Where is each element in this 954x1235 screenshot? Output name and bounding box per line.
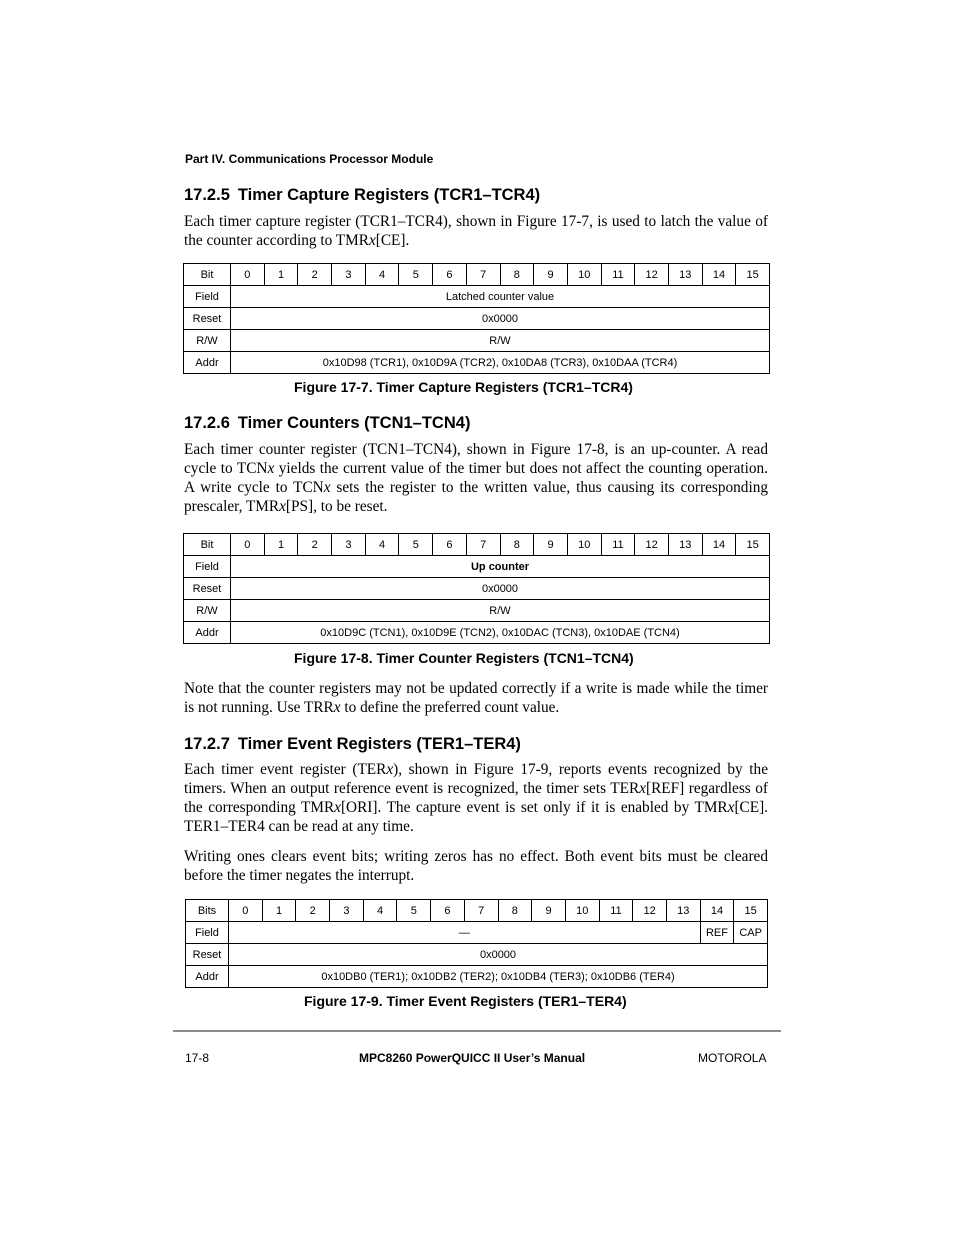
footer-divider bbox=[173, 1030, 781, 1032]
bit-number: 1 bbox=[264, 264, 298, 286]
text-run: Each timer event register (TER bbox=[184, 761, 387, 778]
bit-number: 10 bbox=[567, 534, 601, 556]
text-run: ), shown in Figure 17-9, reports events recognized by the timers. When an output reference event is recognized, the timer sets TER bbox=[184, 761, 768, 797]
field-value: Up counter bbox=[231, 556, 770, 578]
reset-row bbox=[184, 308, 770, 330]
bit-number: 2 bbox=[296, 900, 330, 922]
rw-row bbox=[184, 330, 770, 352]
bit-number: 15 bbox=[736, 264, 770, 286]
bit-number: 14 bbox=[700, 900, 734, 922]
addr-value: 0x10DB0 (TER1); 0x10DB2 (TER2); 0x10DB4 (TER3); 0x10DB6 (TER4) bbox=[229, 966, 768, 988]
register-table-tcn bbox=[183, 533, 770, 644]
section-title: Timer Counters (TCN1–TCN4) bbox=[237, 414, 471, 432]
bit-number: 7 bbox=[466, 534, 500, 556]
running-head: Part IV. Communications Processor Module bbox=[185, 152, 434, 166]
bit-number: 2 bbox=[298, 264, 332, 286]
reset-row bbox=[184, 578, 770, 600]
reset-value: 0x0000 bbox=[231, 308, 770, 330]
bit-number: 5 bbox=[399, 534, 433, 556]
text-run: [CE]. bbox=[375, 232, 410, 249]
italic-x: x bbox=[279, 498, 286, 515]
reset-value: 0x0000 bbox=[231, 578, 770, 600]
paragraph-ter bbox=[184, 760, 768, 836]
bit-number: 8 bbox=[498, 900, 532, 922]
footer-manual-title: MPC8260 PowerQUICC II User’s Manual bbox=[359, 1051, 586, 1065]
field-ref: REF bbox=[700, 922, 734, 944]
section-title: Timer Event Registers (TER1–TER4) bbox=[237, 735, 521, 753]
figure-caption-17-9: Figure 17-9. Timer Event Registers (TER1–TER4) bbox=[304, 993, 627, 1009]
row-label-reset: Reset bbox=[186, 944, 229, 966]
section-title: Timer Capture Registers (TCR1–TCR4) bbox=[237, 186, 541, 204]
text-run: [ORI]. The capture event is set only if it is enabled by TMR bbox=[340, 799, 728, 816]
bit-number: 14 bbox=[702, 534, 736, 556]
text-run: yields the current value of the timer but does not affect the counting operation. A write cycle to TCN bbox=[184, 460, 768, 496]
bit-number: 9 bbox=[534, 264, 568, 286]
row-label-bit: Bit bbox=[184, 264, 231, 286]
bit-number: 2 bbox=[298, 534, 332, 556]
register-table-ter bbox=[185, 899, 768, 988]
field-row bbox=[186, 922, 768, 944]
bit-number: 8 bbox=[500, 264, 534, 286]
bit-number: 5 bbox=[397, 900, 431, 922]
bit-number: 11 bbox=[601, 534, 635, 556]
field-row bbox=[184, 286, 770, 308]
bit-number: 0 bbox=[231, 264, 265, 286]
section-number: 17.2.6 bbox=[184, 414, 230, 432]
bit-number: 9 bbox=[532, 900, 566, 922]
bit-number: 3 bbox=[330, 900, 364, 922]
italic-x: x bbox=[333, 699, 341, 716]
bit-row bbox=[184, 264, 770, 286]
section-heading-17-2-5 bbox=[184, 186, 540, 205]
row-label-rw: R/W bbox=[184, 600, 231, 622]
bit-number: 12 bbox=[635, 264, 669, 286]
bit-number: 12 bbox=[633, 900, 667, 922]
row-label-bit: Bit bbox=[184, 534, 231, 556]
bit-number: 14 bbox=[702, 264, 736, 286]
field-reserved: — bbox=[229, 922, 701, 944]
field-row bbox=[184, 556, 770, 578]
bit-number: 5 bbox=[399, 264, 433, 286]
section-number: 17.2.7 bbox=[184, 735, 230, 753]
bit-number: 9 bbox=[534, 534, 568, 556]
italic-x: x bbox=[368, 232, 376, 249]
bit-number: 10 bbox=[565, 900, 599, 922]
bit-number: 0 bbox=[229, 900, 263, 922]
italic-x: x bbox=[334, 799, 341, 816]
text-run: Each timer counter register (TCN1–TCN4), shown in Figure 17-8, is an up-counter. A read cycle to TCN bbox=[184, 441, 768, 477]
section-heading-17-2-6 bbox=[184, 414, 470, 433]
bit-number: 11 bbox=[599, 900, 633, 922]
bit-number: 4 bbox=[365, 264, 399, 286]
text-run: to define the preferred count value. bbox=[340, 699, 560, 716]
field-cap: CAP bbox=[734, 922, 768, 944]
row-label-field: Field bbox=[184, 556, 231, 578]
bit-number: 11 bbox=[601, 264, 635, 286]
bit-number: 12 bbox=[635, 534, 669, 556]
row-label-reset: Reset bbox=[184, 308, 231, 330]
addr-value: 0x10D98 (TCR1), 0x10D9A (TCR2), 0x10DA8 (TCR3), 0x10DAA (TCR4) bbox=[231, 352, 770, 374]
bit-number: 15 bbox=[736, 534, 770, 556]
figure-caption-17-8: Figure 17-8. Timer Counter Registers (TCN1–TCN4) bbox=[294, 650, 634, 666]
footer-page-number: 17-8 bbox=[185, 1051, 210, 1065]
text-run: [CE]. TER1–TER4 can be read at any time. bbox=[184, 799, 768, 835]
bit-row bbox=[186, 900, 768, 922]
italic-x: x bbox=[639, 780, 646, 797]
italic-x: x bbox=[727, 799, 735, 816]
addr-value: 0x10D9C (TCN1), 0x10D9E (TCN2), 0x10DAC (TCN3), 0x10DAE (TCN4) bbox=[231, 622, 770, 644]
bit-row bbox=[184, 534, 770, 556]
addr-row bbox=[184, 352, 770, 374]
text-run: Each timer capture register (TCR1–TCR4), shown in Figure 17-7, is used to latch the value of the counter according to TMR bbox=[184, 213, 768, 249]
row-label-bits: Bits bbox=[186, 900, 229, 922]
italic-x: x bbox=[267, 460, 275, 477]
row-label-field: Field bbox=[186, 922, 229, 944]
section-number: 17.2.5 bbox=[184, 186, 230, 204]
field-value: Latched counter value bbox=[231, 286, 770, 308]
rw-value: R/W bbox=[231, 600, 770, 622]
bit-number: 6 bbox=[433, 534, 467, 556]
reset-row bbox=[186, 944, 768, 966]
bit-number: 13 bbox=[668, 534, 702, 556]
italic-x: x bbox=[323, 479, 331, 496]
rw-value: R/W bbox=[231, 330, 770, 352]
row-label-rw: R/W bbox=[184, 330, 231, 352]
paragraph-tcn bbox=[184, 440, 768, 516]
rw-row bbox=[184, 600, 770, 622]
italic-x: x bbox=[386, 761, 394, 778]
bit-number: 6 bbox=[433, 264, 467, 286]
paragraph-note bbox=[184, 679, 768, 717]
bit-number: 4 bbox=[363, 900, 397, 922]
bit-number: 13 bbox=[666, 900, 700, 922]
reset-value: 0x0000 bbox=[229, 944, 768, 966]
bit-number: 3 bbox=[332, 264, 366, 286]
bit-number: 3 bbox=[332, 534, 366, 556]
bit-number: 7 bbox=[466, 264, 500, 286]
bit-number: 1 bbox=[262, 900, 296, 922]
bit-number: 13 bbox=[668, 264, 702, 286]
bit-number: 15 bbox=[734, 900, 768, 922]
register-table-tcr bbox=[183, 263, 770, 374]
figure-caption-17-7: Figure 17-7. Timer Capture Registers (TCR1–TCR4) bbox=[294, 379, 633, 395]
row-label-reset: Reset bbox=[184, 578, 231, 600]
bit-number: 8 bbox=[500, 534, 534, 556]
row-label-addr: Addr bbox=[186, 966, 229, 988]
addr-row bbox=[184, 622, 770, 644]
paragraph-tcr bbox=[184, 212, 768, 250]
row-label-field: Field bbox=[184, 286, 231, 308]
bit-number: 4 bbox=[365, 534, 399, 556]
row-label-addr: Addr bbox=[184, 622, 231, 644]
row-label-addr: Addr bbox=[184, 352, 231, 374]
section-heading-17-2-7 bbox=[184, 735, 521, 754]
text-run: Note that the counter registers may not be updated correctly if a write is made while the timer is not running. Use TRR bbox=[184, 680, 768, 716]
bit-number: 10 bbox=[567, 264, 601, 286]
bit-number: 0 bbox=[231, 534, 265, 556]
bit-number: 6 bbox=[431, 900, 465, 922]
bit-number: 1 bbox=[264, 534, 298, 556]
bit-number: 7 bbox=[464, 900, 498, 922]
text-run: sets the register to the written value, thus causing its corresponding prescaler, TMR bbox=[184, 479, 769, 515]
text-run: [REF] regardless of the corresponding TMR bbox=[184, 780, 768, 816]
text-run: [PS], to be reset. bbox=[285, 498, 388, 515]
paragraph-ter-clear: Writing ones clears event bits; writing zeros has no effect. Both event bits must be cleared before the timer negates the interrupt. bbox=[184, 848, 768, 884]
footer-company: MOTOROLA bbox=[698, 1051, 767, 1065]
addr-row bbox=[186, 966, 768, 988]
